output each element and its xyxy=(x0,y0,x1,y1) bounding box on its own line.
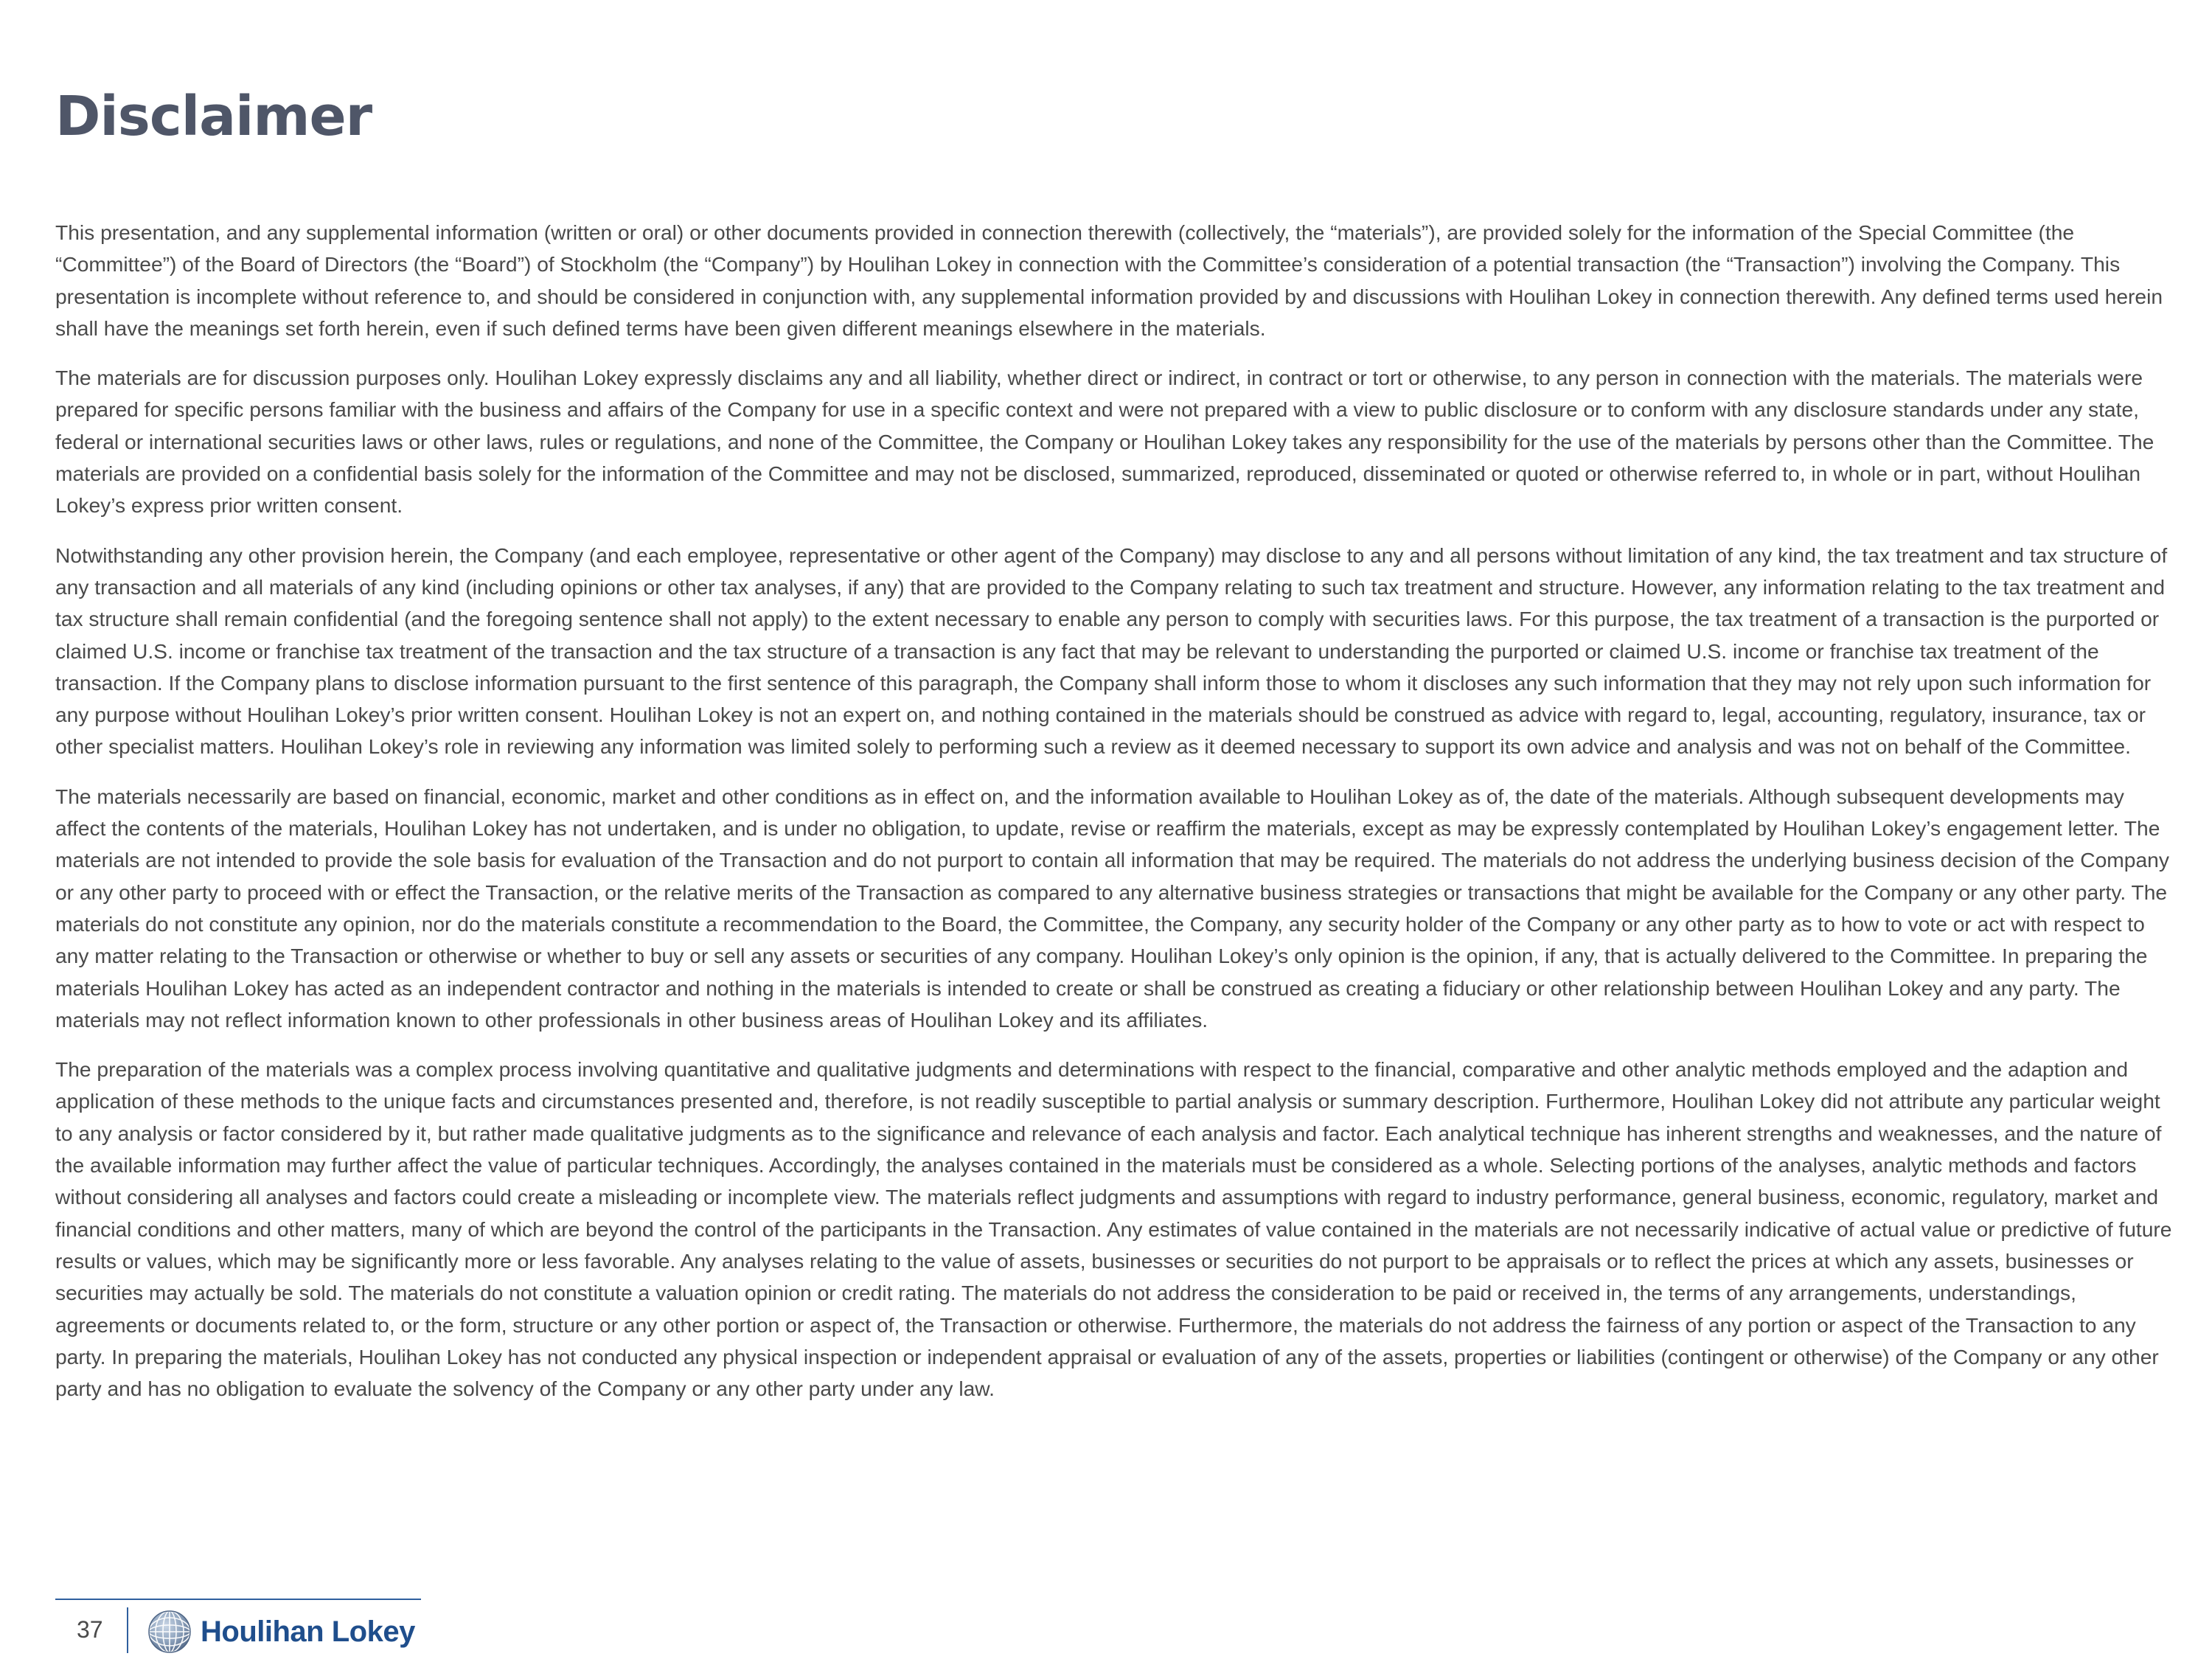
footer-divider xyxy=(127,1607,128,1653)
logo-text: Houlihan Lokey xyxy=(201,1615,415,1648)
footer-rule xyxy=(55,1599,421,1600)
disclaimer-paragraph-1: This presentation, and any supplemental information (written or oral) or other documents provided in connection therewith (collectively, the “materials”), are provided solely for the information of the Special Committee (the “Committee”) of the Board of Directors (the “Board”) of Stockholm (the “Company”) by Houlihan Lokey in connection with the Committee’s consideration of a potential transaction (the “Transaction”) involving the Company. This presentation is incomplete without reference to, and should be considered in conjunction with, any supplemental information provided by and discussions with Houlihan Lokey in connection therewith. Any defined terms used herein shall have the meanings set forth herein, even if such defined terms have been given different meanings elsewhere in the materials. xyxy=(55,220,2163,340)
disclaimer-paragraph-4: The materials necessarily are based on financial, economic, market and other conditions as in effect on, and the information available to Houlihan Lokey as of, the date of the materials. Although subsequent developments may affect the contents of the materials, Houlihan Lokey has not undertaken, and is under no obligation, to update, revise or reaffirm the materials, except as may be expressly contemplated by Houlihan Lokey’s engagement letter. The materials are not intended to provide the sole basis for evaluation of the Transaction and do not purport to contain all information that may be required. The materials do not address the underlying business decision of the Company or any other party to proceed with or effect the Transaction, or the relative merits of the Transaction as compared to any alternative business strategies or transactions that might be available for the Company or any other party. The materials do not constitute any opinion, nor do the materials constitute a recommendation to the Board, the Committee, the Company, any security holder of the Company or any other party as to how to vote or act with respect to any matter relating to the Transaction or otherwise or whether to buy or sell any assets or securities of any company. Houlihan Lokey’s only opinion is the opinion, if any, that is actually delivered to the Committee. In preparing the materials Houlihan Lokey has acted as an independent contractor and nothing in the materials is intended to create or shall be construed as creating a fiduciary or other relationship between Houlihan Lokey and any party. The materials may not reflect information known to other professionals in other business areas of Houlihan Lokey and its affiliates. xyxy=(55,784,2169,1032)
houlihan-lokey-logo xyxy=(147,1610,415,1654)
globe-icon xyxy=(147,1610,192,1654)
disclaimer-body xyxy=(55,217,2175,1422)
disclaimer-paragraph-5: The preparation of the materials was a complex process involving quantitative and qualitative judgments and determinations with respect to the financial, comparative and other analytic methods employed and the adaption and application of these methods to the unique facts and circumstances presented and, therefore, is not readily susceptible to partial analysis or summary description. Furthermore, Houlihan Lokey did not attribute any particular weight to any analysis or factor considered by it, but rather made qualitative judgments as to the significance and relevance of each analysis and factor. Each analytical technique has inherent strengths and weaknesses, and the nature of the available information may further affect the value of particular techniques. Accordingly, the analyses contained in the materials must be considered as a whole. Selecting portions of the analyses, analytic methods and factors without considering all analyses and factors could create a misleading or incomplete view. The materials reflect judgments and assumptions with regard to industry performance, general business, economic, regulatory, market and financial conditions and other matters, many of which are beyond the control of the participants in the Transaction. Any estimates of value contained in the materials are not necessarily indicative of actual value or predictive of future results or values, which may be significantly more or less favorable. Any analyses relating to the value of assets, businesses or securities do not purport to be appraisals or to reflect the prices at which any assets, businesses or securities may actually be sold. The materials do not constitute a valuation opinion or credit rating. The materials do not address the consideration to be paid or received in, the terms of any arrangements, understandings, agreements or documents related to, or the form, structure or any other portion or aspect of, the Transaction or otherwise. Furthermore, the materials do not address the fairness of any portion or aspect of the Transaction to any party. In preparing the materials, Houlihan Lokey has not conducted any physical inspection or independent appraisal or evaluation of any of the assets, properties or liabilities (contingent or otherwise) of the Company or any other party and has no obligation to evaluate the solvency of the Company or any other party under any law. xyxy=(55,1057,2172,1401)
page-number: 37 xyxy=(77,1616,103,1643)
disclaimer-paragraph-3: Notwithstanding any other provision herein, the Company (and each employee, representative or other agent of the Company) may disclose to any and all persons without limitation of any kind, the tax treatment and tax structure of any transaction and all materials of any kind (including opinions or other tax analyses, if any) that are provided to the Company relating to such tax treatment and structure. However, any information relating to the tax treatment and tax structure shall remain confidential (and the foregoing sentence shall not apply) to the extent necessary to enable any person to comply with securities laws. For this purpose, the tax treatment of a transaction is the purported or claimed U.S. income or franchise tax treatment of the transaction and the tax structure of a transaction is any fact that may be relevant to understanding the purported or claimed U.S. income or franchise tax treatment of the transaction. If the Company plans to disclose information pursuant to the first sentence of this paragraph, the Company shall inform those to whom it discloses any such information that they may not rely upon such information for any purpose without Houlihan Lokey’s prior written consent. Houlihan Lokey is not an expert on, and nothing contained in the materials should be construed as advice with regard to, legal, accounting, regulatory, insurance, tax or other specialist matters. Houlihan Lokey’s role in reviewing any information was limited solely to performing such a review as it deemed necessary to support its own advice and analysis and was not on behalf of the Committee. xyxy=(55,543,2168,759)
page-title: Disclaimer xyxy=(55,85,372,148)
disclaimer-paragraph-2: The materials are for discussion purposes only. Houlihan Lokey expressly disclaims any and all liability, whether direct or indirect, in contract or tort or otherwise, to any person in connection with the materials. The materials were prepared for specific persons familiar with the business and affairs of the Company for use in a specific context and were not prepared with a view to public disclosure or to conform with any disclosure standards under any state, federal or international securities laws or other laws, rules or regulations, and none of the Committee, the Company or Houlihan Lokey takes any responsibility for the use of the materials by persons other than the Committee. The materials are provided on a confidential basis solely for the information of the Committee and may not be disclosed, summarized, reproduced, disseminated or quoted or otherwise referred to, in whole or in part, without Houlihan Lokey’s express prior written consent. xyxy=(55,366,2154,518)
